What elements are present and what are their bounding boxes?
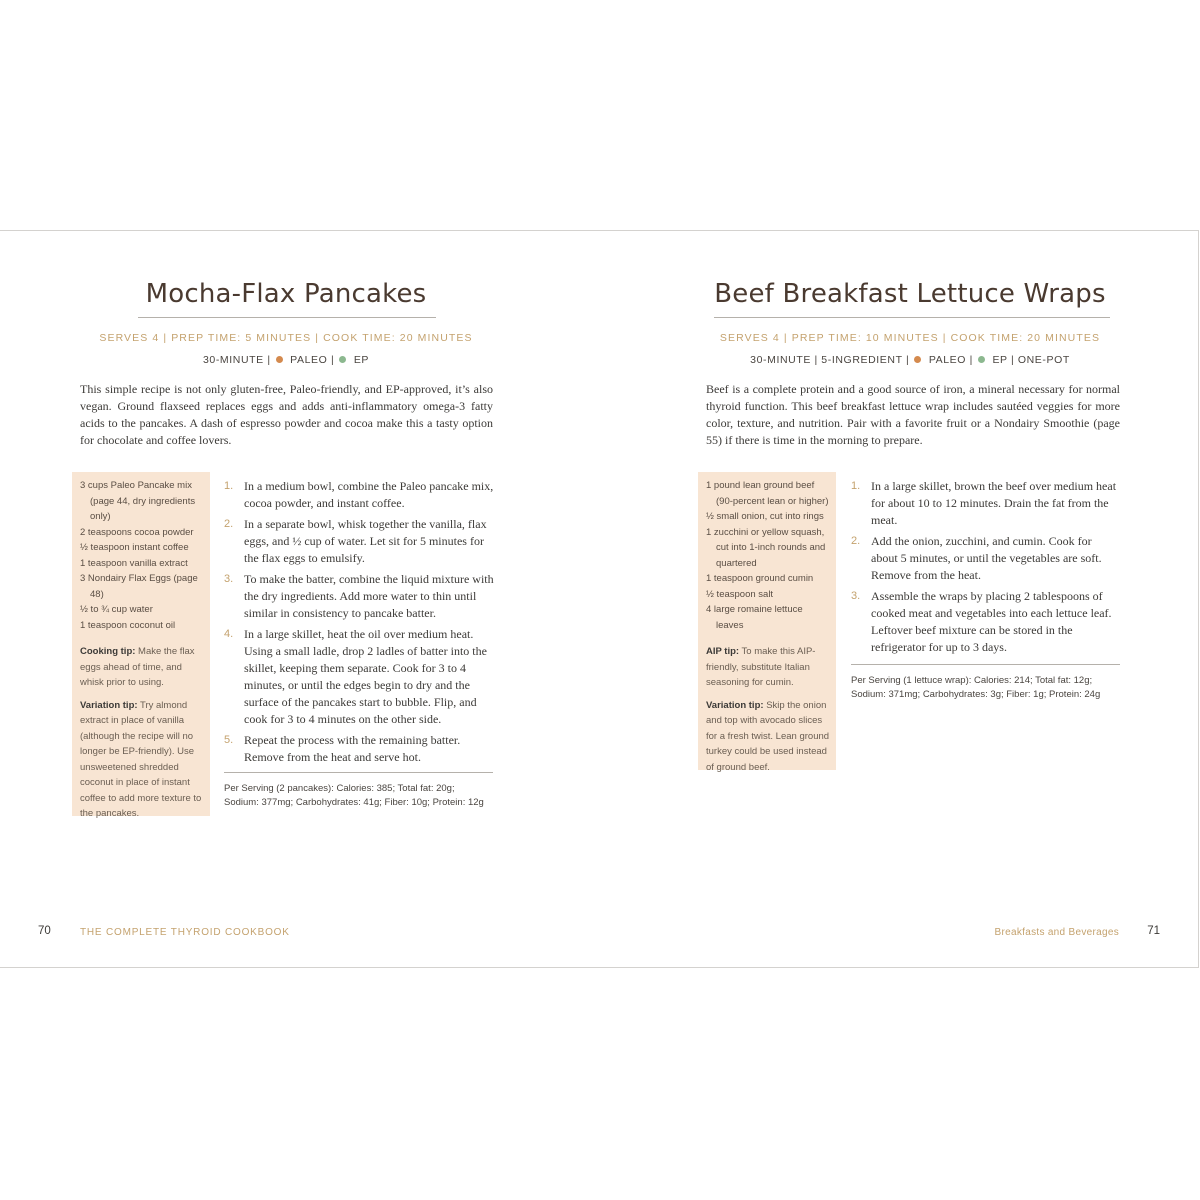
tag-ep-one-pot: EP | ONE-POT (992, 354, 1070, 366)
tag-30-minute-5-ingredient: 30-MINUTE | 5-INGREDIENT (750, 354, 903, 366)
recipe-title: Beef Breakfast Lettuce Wraps (714, 279, 1106, 309)
recipe-intro: Beef is a complete protein and a good source of iron, a mineral necessary for normal thyroid function. This beef breakfast lettuce wrap includes sautéed veggies for more color, texture, and nutrition. Pair with a favorite fruit or a Nondairy Smoothie (page 55) if there is time in the morning to prepare. (706, 382, 1120, 447)
step-item: 5. Repeat the process with the remaining batter. Remove from the heat and serve hot. (224, 733, 461, 764)
title-underline (138, 317, 436, 318)
step-item: 1. In a large skillet, brown the beef over medium heat for about 10 to 12 minutes. Drain the fat from the meat. (851, 479, 1117, 527)
step-item: 3. Assemble the wraps by placing 2 tablespoons of cooked meat and vegetables into each lettuce leaf. Leftover beef mixture can be stored in the refrigerator for up to 3 days. (851, 589, 1112, 654)
ingredient-item: ½ teaspoon salt (706, 588, 774, 600)
page-number: 70 (38, 925, 51, 937)
ingredient-item: 1 zucchini or yellow squash, cut into 1-inch rounds and quartered (706, 526, 826, 569)
ingredients-sidebar (698, 472, 836, 773)
ingredient-item: ½ teaspoon instant coffee (80, 542, 189, 553)
tag-30-minute: 30-MINUTE (202, 354, 264, 366)
ingredient-item: 1 teaspoon coconut oil (80, 619, 176, 631)
recipe-meta: SERVES 4 | PREP TIME: 10 MINUTES | COOK TIME: 20 MINUTES (719, 332, 1101, 344)
recipe-steps (224, 478, 494, 770)
step-item: 2. In a separate bowl, whisk together the vanilla, flax eggs, and ½ cup of water. Let sit for 5 minutes for the flax eggs to emulsify. (224, 517, 487, 565)
ingredient-item: 1 pound lean ground beef (90-percent lean or higher) (706, 480, 829, 507)
ep-dot-icon (339, 356, 346, 363)
title-underline (714, 317, 1110, 318)
aip-tip: AIP tip: To make this AIP-friendly, substitute Italian seasoning for cumin. (706, 646, 816, 688)
book-spread (0, 230, 1199, 968)
tag-ep: EP (353, 354, 370, 366)
ingredient-list (706, 478, 830, 633)
paleo-dot-icon (914, 356, 921, 363)
step-item: 2. Add the onion, zucchini, and cumin. Cook for about 5 minutes, or until the vegetables are soft. Remove from the heat. (851, 534, 1102, 582)
recipe-title: Mocha-Flax Pancakes (145, 279, 427, 309)
step-item: 1. In a medium bowl, combine the Paleo pancake mix, cocoa powder, and instant coffee. (224, 479, 494, 510)
ingredient-item: 4 large romaine lettuce leaves (706, 604, 803, 631)
ingredients-sidebar (72, 472, 210, 819)
nutrition-info: Per Serving (1 lettuce wrap): Calories: 214; Total fat: 12g; Sodium: 371mg; Carbohydrates: 3g; Fiber: 1g; Protein: 24g (851, 675, 1101, 700)
diet-tags: 30-MINUTE | 5-INGREDIENT | PALEO | EP | ONE-POT (750, 354, 1070, 366)
running-footer: THE COMPLETE THYROID COOKBOOK (80, 927, 290, 938)
ingredient-item: 2 teaspoons cocoa powder (80, 526, 194, 538)
tag-paleo: PALEO (290, 354, 328, 366)
nutrition-divider (224, 772, 493, 773)
ingredient-item: 3 Nondairy Flax Eggs (page 48) (80, 573, 198, 600)
page-number: 71 (1147, 925, 1160, 937)
ingredient-item: ½ to ¾ cup water (80, 604, 153, 615)
ep-dot-icon (978, 356, 985, 363)
ingredient-item: 1 teaspoon ground cumin (706, 573, 814, 584)
variation-tip: Variation tip: Skip the onion and top with avocado slices for a fresh twist. Lean ground turkey could be used instead of ground beef. (706, 699, 830, 773)
recipe-meta: SERVES 4 | PREP TIME: 5 MINUTES | COOK TIME: 20 MINUTES (99, 332, 473, 344)
running-footer: Breakfasts and Beverages (994, 927, 1119, 938)
step-item: 3. To make the batter, combine the liquid mixture with the dry ingredients. Add more water to thin until similar in consistency to pancake batter. (224, 572, 494, 620)
step-item: 4. In a large skillet, heat the oil over medium heat. Using a small ladle, drop 2 ladles of batter into the skillet, keeping them separate. Cook for 3 to 4 minutes, or until the edges begin to dry and the surface of the pancakes start to bubble. Flip, and cook for 3 to 4 minutes on the other side. (224, 627, 487, 726)
right-page (600, 231, 1200, 969)
ingredient-item: 1 teaspoon vanilla extract (80, 557, 188, 569)
ingredient-list (80, 478, 204, 633)
ingredient-item: 3 cups Paleo Pancake mix (page 44, dry ingredients only) (80, 480, 196, 522)
recipe-steps (851, 478, 1121, 660)
recipe-intro: This simple recipe is not only gluten-free, Paleo-friendly, and EP-approved, it’s also vegan. Ground flaxseed replaces eggs and adds anti-inflammatory omega-3 fatty acids to the pancakes. A dash of espresso powder and cocoa make this a tasty option for chocolate and coffee lovers. (80, 382, 493, 447)
nutrition-divider (851, 664, 1120, 665)
nutrition-info: Per Serving (2 pancakes): Calories: 385; Total fat: 20g; Sodium: 377mg; Carbohydrates: 41g; Fiber: 10g; Protein: 12g (224, 783, 484, 808)
diet-tags: 30-MINUTE | PALEO | EP (202, 354, 370, 366)
variation-tip: Variation tip: Try almond extract in place of vanilla (although the recipe will no longer be EP-friendly). Use unsweetened shredded coconut in place of instant coffee to add more texture to the pancakes. (80, 699, 202, 819)
ingredient-item: ½ small onion, cut into rings (706, 511, 824, 522)
tag-paleo: PALEO (928, 354, 967, 366)
cooking-tip: Cooking tip: Make the flax eggs ahead of time, and whisk prior to using. (80, 646, 195, 688)
paleo-dot-icon (276, 356, 283, 363)
left-page (0, 231, 600, 969)
